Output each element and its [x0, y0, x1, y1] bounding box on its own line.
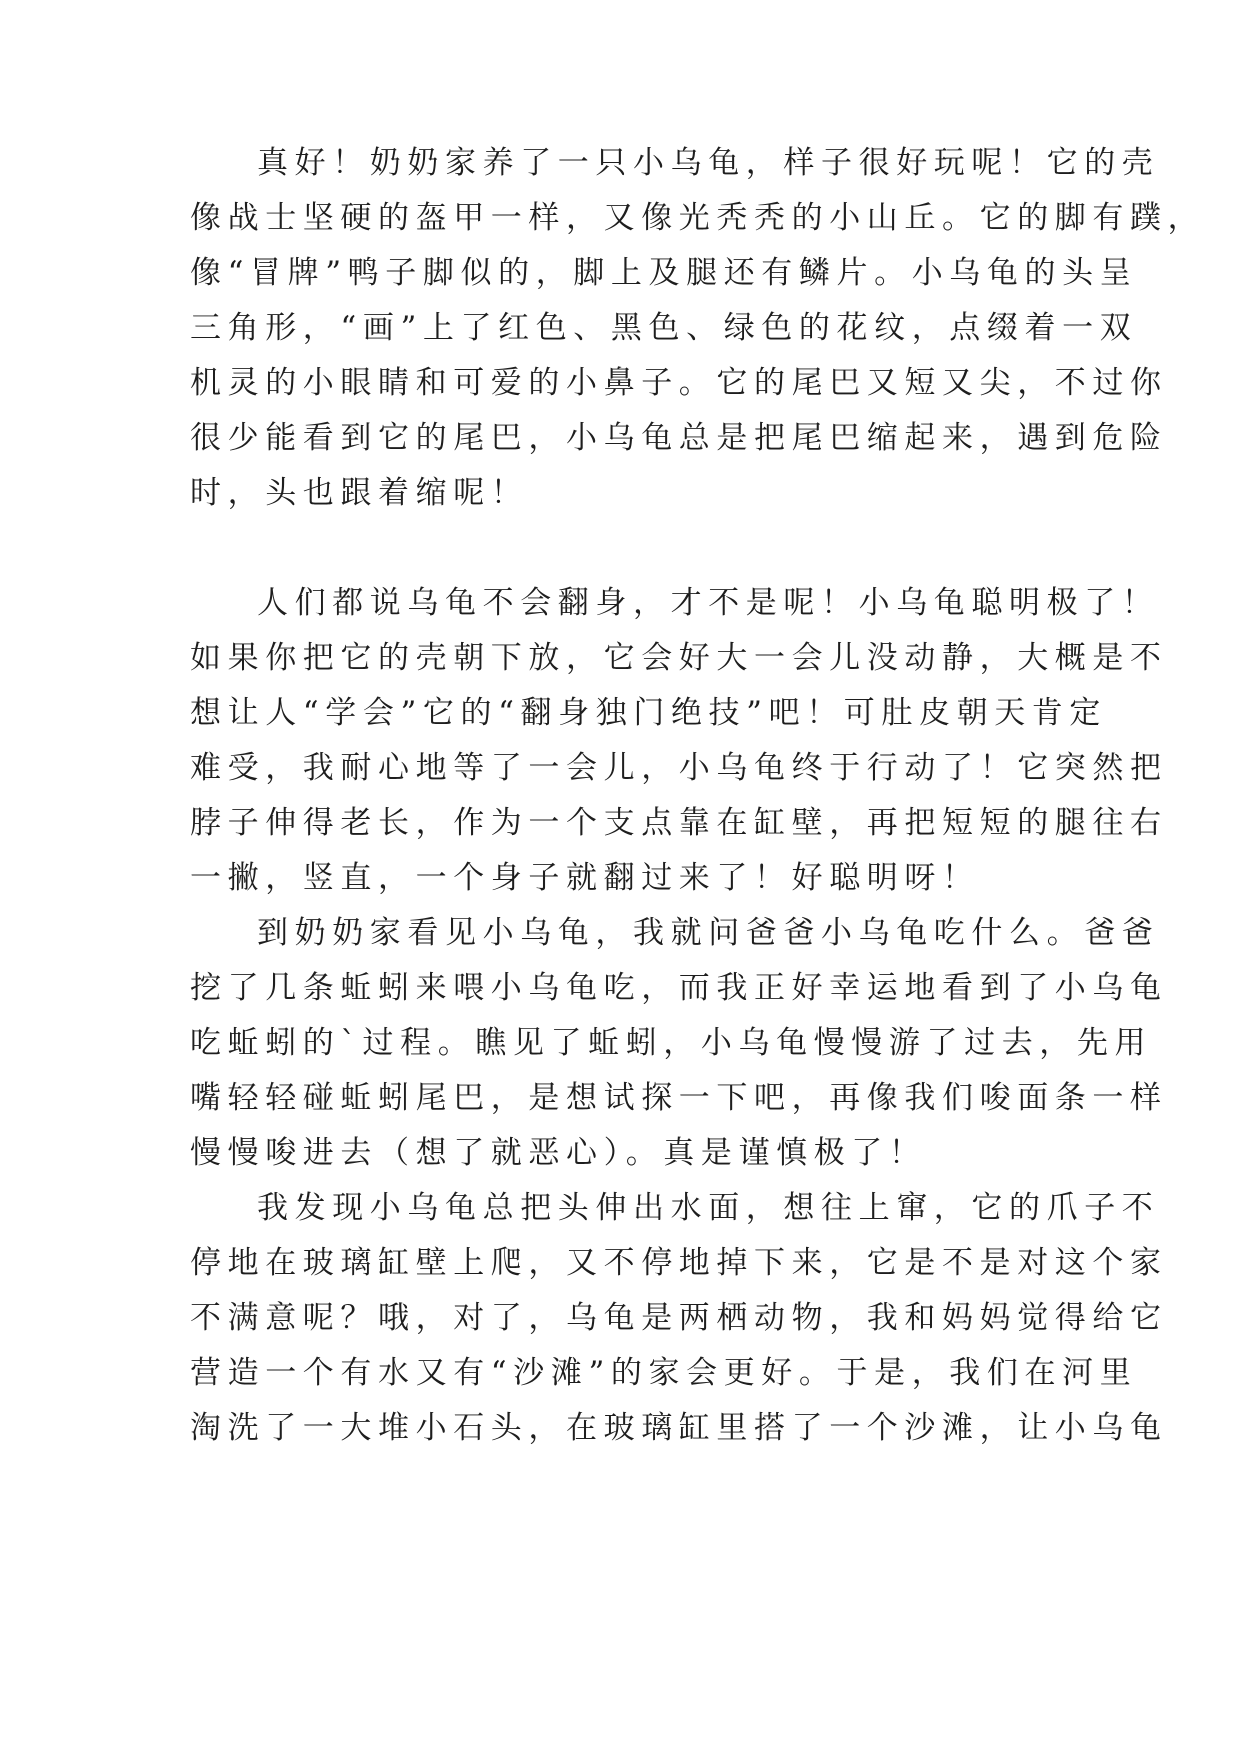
text-line: 营造一个有水又有“沙滩”的家会更好。于是，我们在河里: [190, 1355, 1138, 1391]
text-line: 我发现小乌龟总把头伸出水面，想往上窜，它的爪子不: [257, 1190, 1160, 1226]
text-line: 吃蚯蚓的`过程。瞧见了蚯蚓，小乌龟慢慢游了过去，先用: [190, 1025, 1153, 1061]
text-line: 机灵的小眼睛和可爱的小鼻子。它的尾巴又短又尖，不过你: [190, 365, 1168, 401]
text-line: 真好！奶奶家养了一只小乌龟，样子很好玩呢！它的壳: [257, 145, 1160, 181]
text-line: 一撇，竖直，一个身子就翻过来了！好聪明呀！: [190, 860, 980, 896]
text-line: 挖了几条蚯蚓来喂小乌龟吃，而我正好幸运地看到了小乌龟: [190, 970, 1168, 1006]
text-line: 像战士坚硬的盔甲一样，又像光秃秃的小山丘。它的脚有蹼，: [190, 200, 1206, 236]
text-line: 慢慢唆进去（想了就恶心）。真是谨慎极了！: [190, 1135, 927, 1171]
text-line: 淘洗了一大堆小石头，在玻璃缸里搭了一个沙滩，让小乌龟: [190, 1410, 1168, 1446]
text-line: 三角形，“画”上了红色、黑色、绿色的花纹，点缀着一双: [190, 310, 1138, 346]
text-line: 人们都说乌龟不会翻身，才不是呢！小乌龟聪明极了！: [257, 585, 1160, 621]
text-line: 想让人“学会”它的“翻身独门绝技”吧！可肚皮朝天肯定: [190, 695, 1107, 731]
text-line: 脖子伸得老长，作为一个支点靠在缸壁，再把短短的腿往右: [190, 805, 1168, 841]
text-line: 到奶奶家看见小乌龟，我就问爸爸小乌龟吃什么。爸爸: [257, 915, 1160, 951]
text-line: 很少能看到它的尾巴，小乌龟总是把尾巴缩起来，遇到危险: [190, 420, 1168, 456]
text-line: 不满意呢？哦，对了，乌龟是两栖动物，我和妈妈觉得给它: [190, 1300, 1168, 1336]
text-line: 像“冒牌”鸭子脚似的，脚上及腿还有鳞片。小乌龟的头呈: [190, 255, 1138, 291]
text-line: 嘴轻轻碰蚯蚓尾巴，是想试探一下吧，再像我们唆面条一样: [190, 1080, 1168, 1116]
text-line: 停地在玻璃缸壁上爬，又不停地掉下来，它是不是对这个家: [190, 1245, 1168, 1281]
text-line: 如果你把它的壳朝下放，它会好大一会儿没动静，大概是不: [190, 640, 1168, 676]
text-line: 时，头也跟着缩呢！: [190, 475, 529, 511]
text-line: 难受，我耐心地等了一会儿，小乌龟终于行动了！它突然把: [190, 750, 1168, 786]
